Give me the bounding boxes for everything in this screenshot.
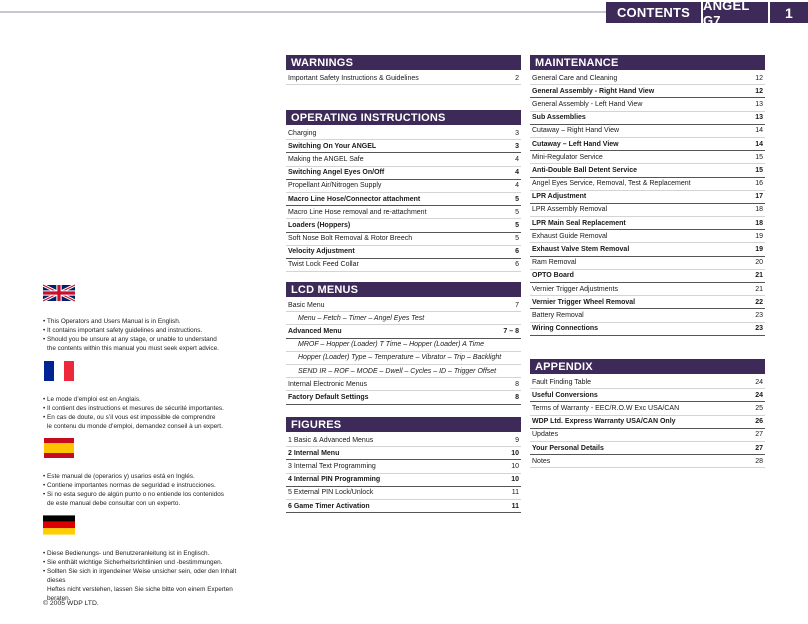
toc-entry-page: 5 xyxy=(515,208,519,216)
toc-entry-label: 6 Game Timer Activation xyxy=(288,502,370,510)
section-title: MAINTENANCE xyxy=(530,55,765,70)
toc-entry-label: Basic Menu xyxy=(288,301,325,309)
toc-entry-page: 12 xyxy=(755,87,763,95)
toc-entry-label: Vernier Trigger Adjustments xyxy=(532,285,618,293)
toc-entry-label: LPR Assembly Removal xyxy=(532,206,608,214)
toc-entry[interactable] xyxy=(286,391,521,404)
toc-entry-label: 4 Internal PIN Programming xyxy=(288,476,381,484)
toc-entry-page: 3 xyxy=(515,142,519,150)
toc-entry-label: Exhaust Guide Removal xyxy=(532,232,608,240)
section-appendix xyxy=(530,359,765,468)
toc-entry-page: 10 xyxy=(511,462,519,470)
toc-entry-label: Macro Line Hose removal and re-attachment xyxy=(288,208,427,216)
toc-entry[interactable] xyxy=(286,474,521,487)
toc-entry-page: 8 xyxy=(515,380,519,388)
language-line: • Should you be unsure at any stage, or unable to understand xyxy=(43,335,253,344)
toc-entry-page: 20 xyxy=(755,259,763,267)
toc-entry[interactable] xyxy=(530,112,765,125)
language-block-spanish xyxy=(43,438,253,508)
language-line: • Este manual de (operarios y) usarios está en Inglés. xyxy=(43,472,253,481)
toc-subentry xyxy=(286,365,521,378)
toc-entry[interactable] xyxy=(530,270,765,283)
toc-entry[interactable] xyxy=(286,434,521,447)
toc-entry-page: 11 xyxy=(511,502,519,510)
toc-entry-label: Cutaway – Left Hand View xyxy=(532,140,619,148)
toc-entry-label: Battery Removal xyxy=(532,311,584,319)
toc-entry-page: 7 – 8 xyxy=(503,327,519,335)
germany-flag-icon xyxy=(43,515,75,535)
toc-entry-page: 10 xyxy=(511,476,519,484)
toc-entry-page: 12 xyxy=(755,74,763,82)
toc-entry-page: 21 xyxy=(755,272,763,280)
toc-entry-page: 4 xyxy=(515,169,519,177)
section-maintenance xyxy=(530,55,765,336)
language-line: • En cas de doute, ou s’il vous est impossible de comprendre xyxy=(43,413,253,422)
toc-entry-label: OPTO Board xyxy=(532,272,574,280)
toc-entry[interactable] xyxy=(286,325,521,338)
language-line: le contenu du monde d’emploi, demandez conseil à un expert. xyxy=(47,423,223,430)
toc-entry-label: 2 Internal Menu xyxy=(288,449,340,457)
toc-entry-page: 8 xyxy=(515,393,519,401)
toc-entry-page: 24 xyxy=(755,391,763,399)
toc-entry[interactable] xyxy=(530,283,765,296)
toc-entry[interactable] xyxy=(530,230,765,243)
toc-subentry xyxy=(286,339,521,352)
toc-entry-page: 27 xyxy=(755,431,763,439)
language-line: • Le mode d’emploi est en Anglais. xyxy=(43,395,253,404)
toc-entry[interactable] xyxy=(530,191,765,204)
toc-entry-page: 10 xyxy=(511,449,519,457)
toc-entry-label: Macro Line Hose/Connector attachment xyxy=(288,195,421,203)
toc-entry-page: 7 xyxy=(515,301,519,309)
language-line: Heftes nicht verstehen, lassen Sie siche bitte von einem Experten beraten. xyxy=(47,586,233,602)
toc-entry-page: 26 xyxy=(755,418,763,426)
toc-entry-page: 13 xyxy=(755,114,763,122)
toc-entry-page: 18 xyxy=(755,219,763,227)
language-block-english xyxy=(43,283,253,353)
toc-entry-label: Wiring Connections xyxy=(532,325,599,333)
toc-entry[interactable] xyxy=(286,299,521,312)
toc-entry-label: Switching Angel Eyes On/Off xyxy=(288,169,385,177)
toc-entry[interactable] xyxy=(286,219,521,232)
toc-entry-page: 25 xyxy=(755,404,763,412)
toc-entry[interactable] xyxy=(286,153,521,166)
toc-entry[interactable] xyxy=(530,323,765,336)
toc-entry[interactable] xyxy=(530,98,765,111)
toc-entry-page: 15 xyxy=(755,153,763,161)
section-lcd-menus xyxy=(286,282,521,405)
toc-entry-label: Important Safety Instructions & Guidelines xyxy=(288,74,419,82)
copyright-notice: © 2005 WDP LTD. xyxy=(43,600,99,607)
toc-entry-label: Velocity Adjustment xyxy=(288,248,355,256)
toc-entry[interactable] xyxy=(286,378,521,391)
toc-entry[interactable] xyxy=(530,85,765,98)
header-contents-label: CONTENTS xyxy=(606,2,701,23)
toc-entry-page: 4 xyxy=(515,182,519,190)
toc-entry-page: 27 xyxy=(755,444,763,452)
toc-entry-page: 19 xyxy=(755,246,763,254)
header-page-number: 1 xyxy=(770,2,808,23)
toc-entry[interactable] xyxy=(530,125,765,138)
toc-entry-label: SEND IR – ROF – MODE – Dwell – Cycles – ID – Trigger Offset xyxy=(298,367,497,375)
toc-entry-label: Cutaway – Right Hand View xyxy=(532,127,620,135)
toc-entry-page: 14 xyxy=(755,140,763,148)
toc-entry-label: Twist Lock Feed Collar xyxy=(288,261,359,269)
toc-entry[interactable] xyxy=(286,140,521,153)
toc-entry[interactable] xyxy=(530,243,765,256)
toc-entry[interactable] xyxy=(530,402,765,415)
section-operating-instructions xyxy=(286,110,521,272)
toc-entry[interactable] xyxy=(286,127,521,140)
language-line: • Contiene importantes normas de seguridad e instrucciones. xyxy=(43,481,253,490)
toc-entry-label: Advanced Menu xyxy=(288,327,342,335)
toc-entry-page: 5 xyxy=(515,235,519,243)
toc-entry-label: Ram Removal xyxy=(532,259,577,267)
toc-entry-label: General Assembly - Left Hand View xyxy=(532,100,643,108)
header-rule xyxy=(0,11,606,13)
toc-entry-page: 5 xyxy=(515,221,519,229)
toc-entry-label: Charging xyxy=(288,129,317,137)
toc-entry-page: 23 xyxy=(755,325,763,333)
toc-entry[interactable] xyxy=(286,447,521,460)
toc-entry[interactable] xyxy=(530,376,765,389)
toc-entry[interactable] xyxy=(530,178,765,191)
toc-entry-page: 24 xyxy=(755,378,763,386)
toc-entry-label: MROF – Hopper (Loader) T Time – Hopper (Loader) A Time xyxy=(298,341,484,349)
toc-entry-label: Sub Assemblies xyxy=(532,114,586,122)
toc-entry[interactable] xyxy=(286,500,521,513)
toc-entry-page: 22 xyxy=(755,298,763,306)
toc-entry-page: 11 xyxy=(511,489,519,497)
toc-entry[interactable] xyxy=(286,233,521,246)
toc-entry-page: 9 xyxy=(515,436,519,444)
toc-entry-label: Fault Finding Table xyxy=(532,378,592,386)
section-title: APPENDIX xyxy=(530,359,765,374)
toc-entry[interactable] xyxy=(530,138,765,151)
toc-entry-page: 17 xyxy=(755,193,763,201)
toc-entry-label: 3 Internal Text Programming xyxy=(288,462,376,470)
section-title: LCD MENUS xyxy=(286,282,521,297)
toc-entry-label: Factory Default Settings xyxy=(288,393,369,401)
toc-entry[interactable] xyxy=(530,164,765,177)
toc-entry-page: 21 xyxy=(755,285,763,293)
language-line: • It contains important safety guidelines and instructions. xyxy=(43,326,253,335)
toc-entry-page: 19 xyxy=(755,232,763,240)
language-block-german xyxy=(43,515,253,603)
toc-entry[interactable] xyxy=(286,460,521,473)
toc-entry-label: Making the ANGEL Safe xyxy=(288,155,364,163)
toc-entry-label: General Care and Cleaning xyxy=(532,74,618,82)
toc-entry[interactable] xyxy=(286,206,521,219)
uk-flag-icon xyxy=(43,283,75,303)
toc-entry[interactable] xyxy=(286,72,521,85)
section-title: OPERATING INSTRUCTIONS xyxy=(286,110,521,125)
toc-entry-label: Anti-Double Ball Detent Service xyxy=(532,166,638,174)
language-line: • This Operators and Users Manual is in English. xyxy=(43,317,253,326)
language-block-french xyxy=(43,361,253,431)
toc-entry-label: Terms of Warranty - EEC/R.O.W Exc USA/CAN xyxy=(532,404,680,412)
section-warnings xyxy=(286,55,521,85)
toc-entry-label: Notes xyxy=(532,457,551,465)
toc-entry-label: Switching On Your ANGEL xyxy=(288,142,377,150)
toc-entry[interactable] xyxy=(530,296,765,309)
toc-entry[interactable] xyxy=(530,429,765,442)
toc-entry[interactable] xyxy=(530,442,765,455)
toc-entry-page: 18 xyxy=(755,206,763,214)
toc-entry-label: Useful Conversions xyxy=(532,391,598,399)
toc-entry-page: 16 xyxy=(755,180,763,188)
language-line: • Si no esta seguro de algún punto o no entiende los contenidos xyxy=(43,490,253,499)
toc-entry-page: 23 xyxy=(755,311,763,319)
toc-entry-label: 1 Basic & Advanced Menus xyxy=(288,436,374,444)
toc-entry-label: Updates xyxy=(532,431,559,439)
toc-entry[interactable] xyxy=(530,416,765,429)
toc-entry[interactable] xyxy=(530,72,765,85)
toc-entry-label: Hopper (Loader) Type – Temperature – Vibrator – Trip – Backlight xyxy=(298,354,502,362)
toc-entry-page: 14 xyxy=(755,127,763,135)
section-title: WARNINGS xyxy=(286,55,521,70)
spain-flag-icon xyxy=(43,438,75,458)
toc-entry-label: WDP Ltd. Express Warranty USA/CAN Only xyxy=(532,418,676,426)
language-list xyxy=(43,472,253,508)
toc-entry-page: 2 xyxy=(515,74,519,82)
toc-entry[interactable] xyxy=(530,204,765,217)
toc-entry-page: 4 xyxy=(515,155,519,163)
section-figures xyxy=(286,417,521,513)
header-product-title: ANGEL G7 xyxy=(703,2,768,23)
language-line: • Sollten Sie sich in irgendeiner Weise unsicher sein, oder den Inhalt dieses xyxy=(43,567,253,585)
toc-entry-label: 5 External PIN Lock/Unlock xyxy=(288,489,374,497)
toc-entry-label: Propellant Air/Nitrogen Supply xyxy=(288,182,382,190)
toc-entry-page: 6 xyxy=(515,248,519,256)
toc-entry-label: LPR Main Seal Replacement xyxy=(532,219,626,227)
toc-entry-page: 15 xyxy=(755,166,763,174)
toc-entry-label: Menu – Fetch – Timer – Angel Eyes Test xyxy=(298,314,425,322)
toc-subentry xyxy=(286,312,521,325)
language-list xyxy=(43,317,253,353)
toc-entry-label: Soft Nose Bolt Removal & Rotor Breech xyxy=(288,235,413,243)
toc-entry[interactable] xyxy=(530,217,765,230)
toc-entry-label: Angel Eyes Service, Removal, Test & Replacement xyxy=(532,180,691,188)
toc-entry-label: Mini-Regulator Service xyxy=(532,153,603,161)
toc-entry-label: Your Personal Details xyxy=(532,444,604,452)
toc-entry-page: 5 xyxy=(515,195,519,203)
toc-entry[interactable] xyxy=(286,259,521,272)
toc-entry[interactable] xyxy=(286,167,521,180)
toc-entry-page: 3 xyxy=(515,129,519,137)
section-title: FIGURES xyxy=(286,417,521,432)
toc-entry[interactable] xyxy=(530,389,765,402)
france-flag-icon xyxy=(43,361,75,381)
toc-entry[interactable] xyxy=(286,180,521,193)
toc-entry[interactable] xyxy=(286,246,521,259)
language-line: de este manual debe consultar con un experto. xyxy=(47,500,181,507)
language-line: the contents within this manual you must seek expert advice. xyxy=(47,345,219,352)
toc-entry[interactable] xyxy=(286,193,521,206)
toc-entry[interactable] xyxy=(530,151,765,164)
language-line: • Sie enthält wichtige Sicherheitsrichtlinien und -bestimmungen. xyxy=(43,558,253,567)
language-list xyxy=(43,395,253,431)
toc-entry-label: Vernier Trigger Wheel Removal xyxy=(532,298,636,306)
toc-entry-label: Internal Electronic Menus xyxy=(288,380,367,388)
toc-entry-page: 13 xyxy=(755,100,763,108)
toc-entry-page: 28 xyxy=(755,457,763,465)
toc-entry-label: LPR Adjustment xyxy=(532,193,587,201)
toc-entry-page: 6 xyxy=(515,261,519,269)
toc-entry[interactable] xyxy=(530,455,765,468)
toc-entry-label: Exhaust Valve Stem Removal xyxy=(532,246,630,254)
language-line: • Diese Bedienungs- und Benutzeranleitung ist in Englisch. xyxy=(43,549,253,558)
language-line: • Il contient des instructions et mesures de sécurité importantes. xyxy=(43,404,253,413)
toc-entry-label: General Assembly - Right Hand View xyxy=(532,87,655,95)
toc-entry-label: Loaders (Hoppers) xyxy=(288,221,351,229)
toc-entry[interactable] xyxy=(530,309,765,322)
toc-entry[interactable] xyxy=(530,257,765,270)
language-list xyxy=(43,549,253,603)
toc-entry[interactable] xyxy=(286,487,521,500)
toc-subentry xyxy=(286,352,521,365)
